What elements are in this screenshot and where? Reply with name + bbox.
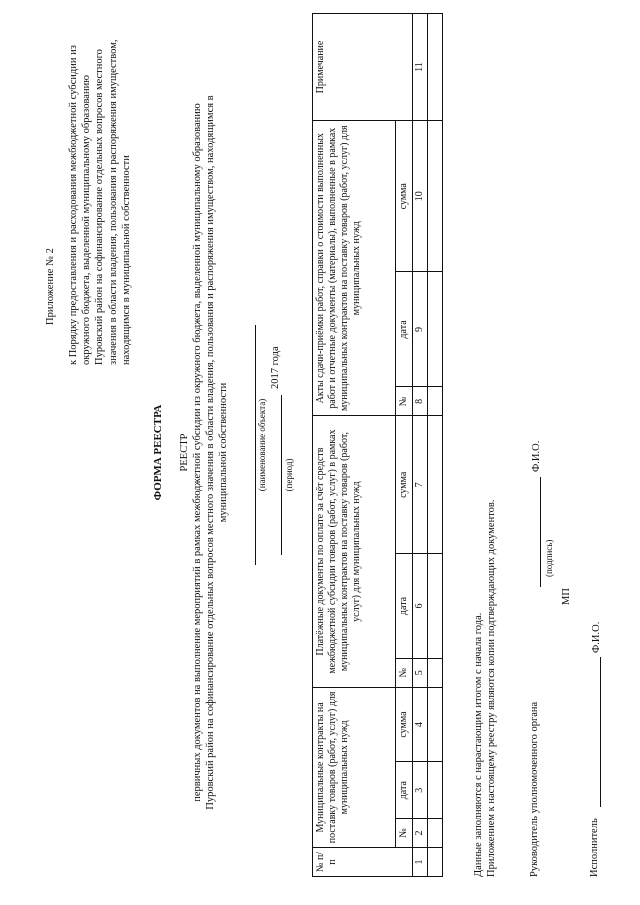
col-number: 8 [413, 387, 428, 416]
executor-signature-block [588, 477, 604, 877]
form-title: ФОРМА РЕЕСТРА [152, 404, 164, 501]
object-name-line [242, 285, 256, 605]
sub-no: № [396, 658, 413, 687]
col-number: 4 [413, 687, 428, 762]
col-number: 11 [413, 14, 428, 121]
header-note: Примечание [313, 14, 413, 121]
executor-label: Исполнитель [589, 818, 600, 877]
header-payments: Платёжные документы по оплате за счёт средств межбюджетной субсидии товаров (работ, услуг) в рамках муниципальных контрактов на поставку товаров (работ, услуг) для муниципальных нужд [313, 416, 396, 687]
executor-line [600, 657, 601, 807]
appendix-block [44, 35, 133, 365]
col-number: 3 [413, 762, 428, 819]
appendix-text: к Порядку предоставления и расходования межбюджетной субсидии из окружного бюджета, выделенной муниципальному образованию Пуровский район на софинансирование отдельных вопросов местного значения в области владения, пользования и распоряжения имуществом, находящимся в муниципальной собственности [68, 39, 132, 365]
header-no: № п/п [313, 848, 413, 877]
sub-no: № [396, 819, 413, 848]
sub-sum: сумма [396, 687, 413, 762]
signature-caption: (подпись) [544, 539, 554, 577]
register-table [312, 13, 443, 877]
col-number: 10 [413, 121, 428, 272]
col-number: 5 [413, 658, 428, 687]
note-line: Приложением к настоящему реестру являются копии подтверждающих документов. [486, 499, 498, 877]
year-text: 2017 года [269, 346, 281, 389]
notes-block [472, 277, 498, 877]
table-subheader-row [396, 14, 413, 877]
sub-sum: сумма [396, 416, 413, 554]
col-number: 2 [413, 819, 428, 848]
header-acts: Акты сдачи-приёмки работ, справки о стоимости выполненных работ и отчетные документы (материалы), выполненные в рамках муниципальных контрактов на поставку товаров (работ, услуг) для муниципальных нужд [313, 121, 396, 416]
header-contracts: Муниципальные контракты на поставку товаров (работ, услуг) для муниципальных нужд [313, 687, 396, 847]
sub-no: № [396, 387, 413, 416]
sub-sum: сумма [396, 121, 413, 272]
object-caption: (наименование объекта) [257, 398, 267, 492]
note-line: Данные заполняются с нарастающим итогом с начала года. [473, 612, 484, 877]
executor-fio: Ф.И.О. [591, 621, 602, 653]
signature-line [540, 477, 541, 587]
period-line [268, 315, 282, 575]
appendix-number: Приложение № 2 [45, 248, 56, 325]
table-header-row [313, 14, 396, 877]
register-description: первичных документов на выполнение мероприятий в рамках межбюджетной субсидии из окружного бюджета, выделенной муниципальному образованию Пуровский район на софинансирование отдельных вопросов местного значения в области владения, пользования и распоряжения имуществом, находящимся в муниципальной собственности [192, 95, 230, 810]
col-number: 1 [413, 848, 428, 877]
sub-date: дата [396, 554, 413, 659]
head-fio: Ф.И.О. [531, 440, 542, 472]
col-number: 7 [413, 416, 428, 554]
head-label: Руководитель уполномоченного органа [529, 701, 540, 877]
sub-date: дата [396, 272, 413, 387]
table-empty-row [428, 14, 443, 877]
col-number: 9 [413, 272, 428, 387]
sub-date: дата [396, 762, 413, 819]
period-caption: (период) [284, 458, 294, 492]
col-number: 6 [413, 554, 428, 659]
table-number-row [413, 14, 428, 877]
stamp-place: МП [561, 588, 572, 605]
head-signature-block [528, 427, 554, 877]
register-title: РЕЕСТР [179, 433, 190, 472]
